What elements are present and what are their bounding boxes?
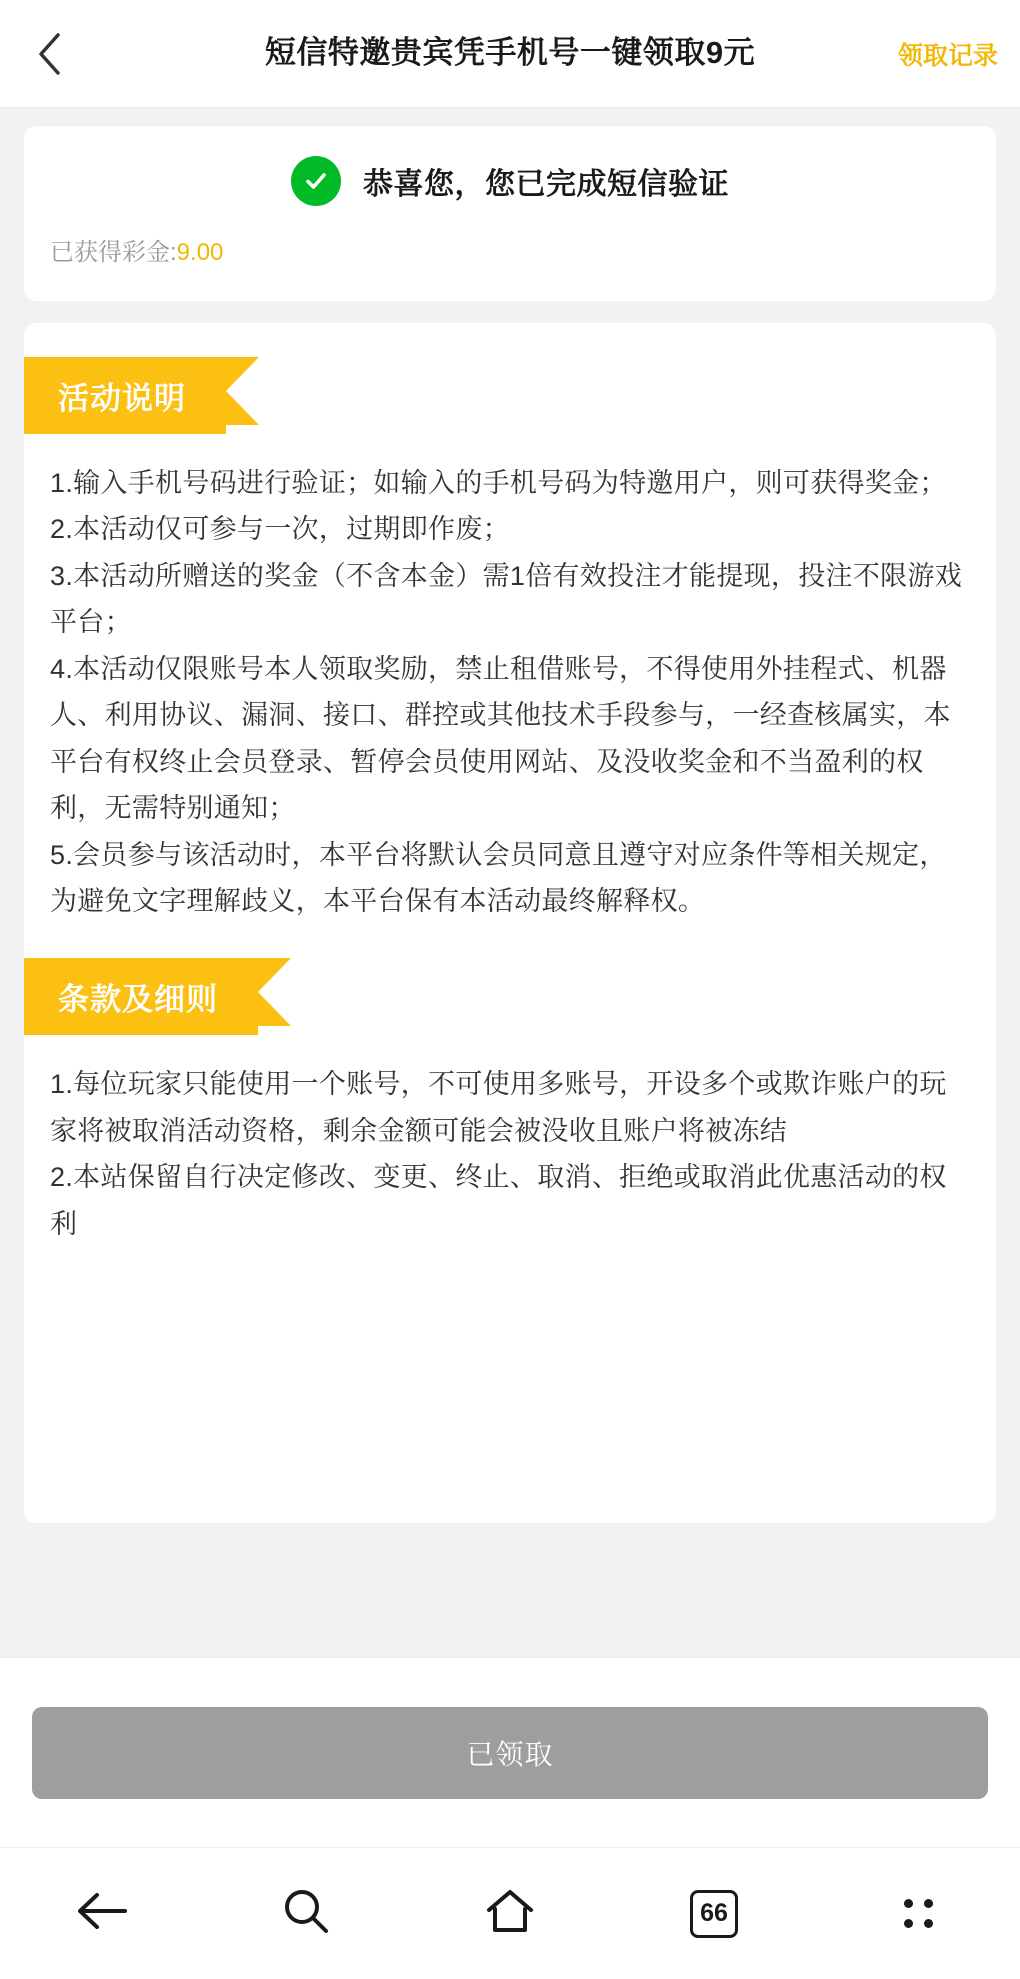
nav-back-button[interactable] <box>47 1869 157 1959</box>
rule-paragraph: 1.每位玩家只能使用一个账号，不可使用多账号，开设多个或欺诈账户的玩家将被取消活动资格，剩余金额可能会被没收且账户将被冻结 <box>50 1069 947 1146</box>
success-message: 恭喜您，您已完成短信验证 <box>363 168 729 201</box>
page-header <box>0 0 1020 108</box>
bottom-action-bar <box>0 1657 1020 1847</box>
browser-navigation-bar <box>0 1847 1020 1979</box>
back-button[interactable] <box>22 26 78 82</box>
verification-success-card <box>24 126 996 301</box>
rule-paragraph: 2.本活动仅可参与一次，过期即作废； <box>50 514 510 545</box>
home-icon <box>484 1887 536 1940</box>
tabs-icon: 66 <box>690 1890 738 1938</box>
rule-paragraph: 4.本活动仅限账号本人领取奖励，禁止租借账号，不得使用外挂程式、机器人、利用协议、漏洞、接口、群控或其他技术手段参与，一经查核属实，本平台有权终止会员登录、暂停会员使用网站、及没收奖金和不当盈利的权利，无需特别通知； <box>50 653 951 824</box>
nav-search-button[interactable] <box>251 1869 361 1959</box>
search-icon <box>281 1886 331 1941</box>
page-title: 短信特邀贵宾凭手机号一键领取9元 <box>264 35 756 71</box>
activity-rules-text <box>24 460 996 924</box>
section-ribbon-terms: 条款及细则 <box>24 958 258 1035</box>
section-ribbon-activity: 活动说明 <box>24 357 226 434</box>
check-circle-icon <box>291 156 341 206</box>
rule-paragraph: 2.本站保留自行决定修改、变更、终止、取消、拒绝或取消此优惠活动的权利 <box>50 1162 947 1239</box>
awarded-amount-label: 已获得彩金: <box>50 239 177 266</box>
rules-card <box>24 323 996 1523</box>
claim-records-link[interactable]: 领取记录 <box>897 41 998 70</box>
terms-rules-text <box>24 1061 996 1247</box>
nav-tabs-button[interactable] <box>659 1869 769 1959</box>
more-menu-icon <box>904 1899 933 1928</box>
awarded-amount-row <box>50 232 970 267</box>
awarded-amount-value: 9.00 <box>176 239 224 266</box>
nav-home-button[interactable] <box>455 1869 565 1959</box>
rule-paragraph: 3.本活动所赠送的奖金（不含本金）需1倍有效投注才能提现，投注不限游戏平台； <box>50 560 963 638</box>
back-arrow-icon <box>75 1890 129 1937</box>
success-row <box>50 156 970 206</box>
chevron-left-icon <box>35 31 65 77</box>
claim-button[interactable]: 已领取 <box>32 1707 988 1799</box>
rule-paragraph: 5.会员参与该活动时，本平台将默认会员同意且遵守对应条件等相关规定，为避免文字理解歧义，本平台保有本活动最终解释权。 <box>50 839 947 916</box>
nav-more-button[interactable] <box>863 1869 973 1959</box>
rule-paragraph: 1.输入手机号码进行验证；如输入的手机号码为特邀用户，则可获得奖金； <box>50 468 947 498</box>
page-content <box>0 108 1020 1657</box>
